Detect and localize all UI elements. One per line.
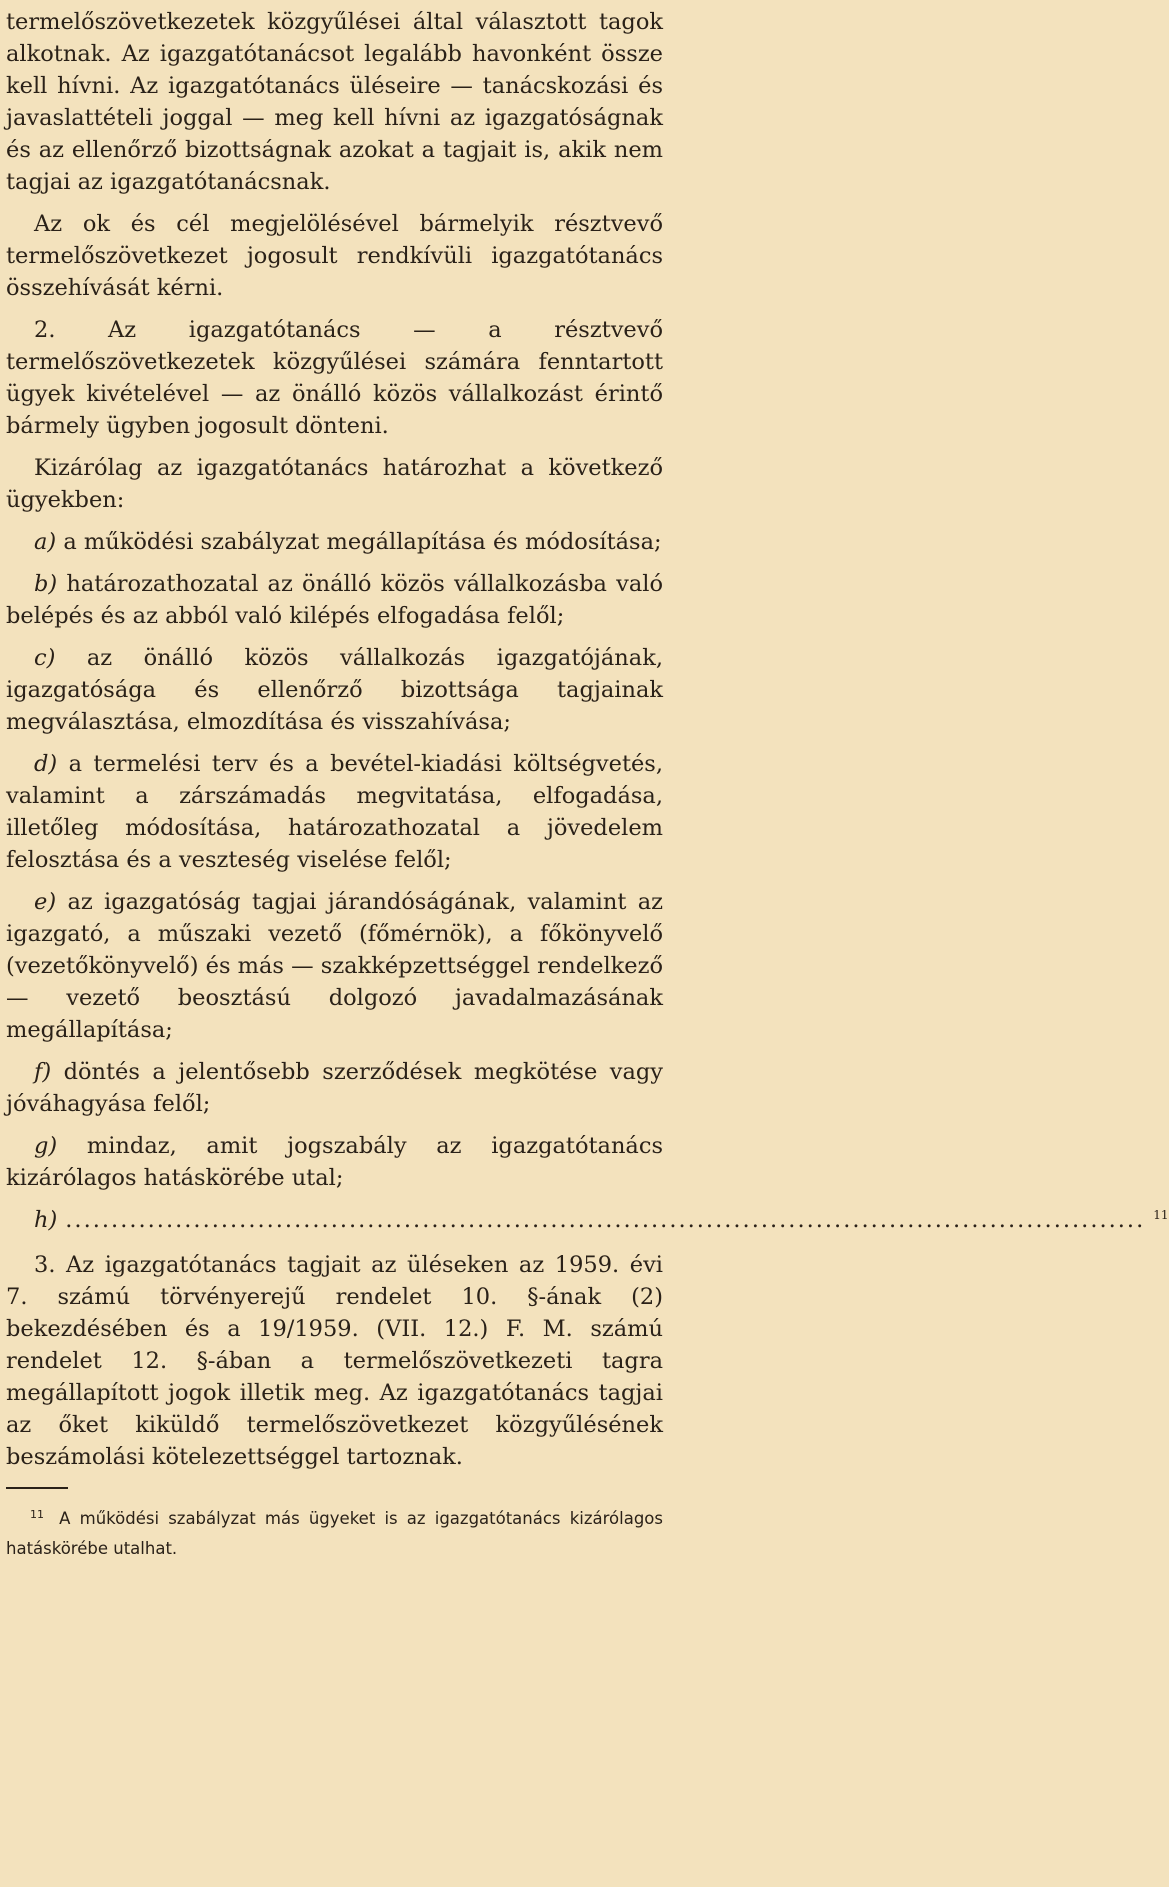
list-item-b bbox=[6, 568, 663, 632]
list-item-e bbox=[6, 886, 663, 1046]
paragraph-exclusive-intro: Kizárólag az igazgatótanács határozhat a következő ügyekben: bbox=[6, 455, 663, 513]
footnote-mark: 11 bbox=[30, 1508, 44, 1521]
list-item-letter: b) bbox=[34, 571, 58, 597]
list-item-text: az önálló közös vállalkozás igazgatójának, igazgatósága és ellenőrző bizottsága tagjainak megválasztása, elmozdítása és visszahívása; bbox=[6, 645, 663, 735]
dotted-placeholder: ...................................................................................................................... bbox=[65, 1207, 1146, 1233]
list-item-d bbox=[6, 748, 663, 876]
list-item-f bbox=[6, 1056, 663, 1120]
list-item-letter: c) bbox=[34, 645, 56, 671]
list-item-text: a termelési terv és a bevétel-kiadási költségvetés, valamint a zárszámadás megvitatása, elfogadása, illetőleg módosítása, határozathozatal a jövedelem felosztása és a veszteség viselése felől; bbox=[6, 751, 663, 873]
paragraph-intro: termelőszövetkezetek közgyűlései által választott tagok alkotnak. Az igazgatótanácsot legalább havonként össze kell hívni. Az igazgatótanács üléseire — tanácskozási és javaslattételi joggal — meg kell hívni az igazgatóságnak és az ellenőrző bizottságnak azokat a tagjait is, akik nem tagjai az igazgatótanácsnak. bbox=[6, 9, 663, 195]
footnote bbox=[6, 1505, 663, 1563]
footnote-text: A működési szabályzat más ügyeket is az igazgatótanács kizárólagos hatáskörébe utalhat. bbox=[6, 1509, 663, 1558]
list-item-letter: a) bbox=[34, 529, 57, 555]
list-item-text: az igazgatóság tagjai járandóságának, valamint az igazgató, a műszaki vezető (főmérnök), a főkönyvelő (vezetőkönyvelő) és más — szakképzettséggel rendelkező — vezető beosztású dolgozó javadalmazásának megállapítása; bbox=[6, 889, 663, 1043]
list-item-text: határozathozatal az önálló közös vállalkozásba való belépés és az abból való kilépés elfogadása felől; bbox=[6, 571, 663, 629]
list-item-letter: e) bbox=[34, 889, 57, 915]
list-item-a bbox=[6, 526, 663, 558]
paragraph-point-2: 2. Az igazgatótanács — a résztvevő termelőszövetkezetek közgyűlései számára fenntartott ügyek kivételével — az önálló közös vállalkozást érintő bármely ügyben jogosult dönteni. bbox=[6, 317, 663, 439]
footnote-divider bbox=[6, 1487, 68, 1489]
list-item-letter: h) bbox=[34, 1207, 58, 1233]
paragraph-extraordinary-meeting: Az ok és cél megjelölésével bármelyik résztvevő termelőszövetkezet jogosult rendkívüli igazgatótanács összehívását kérni. bbox=[6, 211, 663, 301]
list-item-letter: f) bbox=[34, 1059, 52, 1085]
list-item-text: mindaz, amit jogszabály az igazgatótanács kizárólagos hatáskörébe utal; bbox=[6, 1133, 663, 1191]
list-item-text: döntés a jelentősebb szerződések megkötése vagy jóváhagyása felől; bbox=[6, 1059, 663, 1117]
list-item-letter: g) bbox=[34, 1133, 58, 1159]
footnote-reference: 11 bbox=[1153, 1208, 1169, 1222]
list-item-letter: d) bbox=[34, 751, 58, 777]
list-item-g bbox=[6, 1130, 663, 1194]
list-item-text: a működési szabályzat megállapítása és módosítása; bbox=[63, 529, 662, 555]
list-item-h bbox=[34, 1204, 1169, 1239]
list-item-c bbox=[6, 642, 663, 738]
paragraph-point-3: 3. Az igazgatótanács tagjait az üléseken az 1959. évi 7. számú törvényerejű rendelet 10. §-ának (2) bekezdésében és a 19/1959. (VII. 12.) F. M. számú rendelet 12. §-ában a termelőszövetkezeti tagra megállapított jogok illetik meg. Az igazgatótanács tagjai az őket kiküldő termelőszövetkezet közgyűlésének beszámolási kötelezettséggel tartoznak. bbox=[6, 1252, 663, 1470]
